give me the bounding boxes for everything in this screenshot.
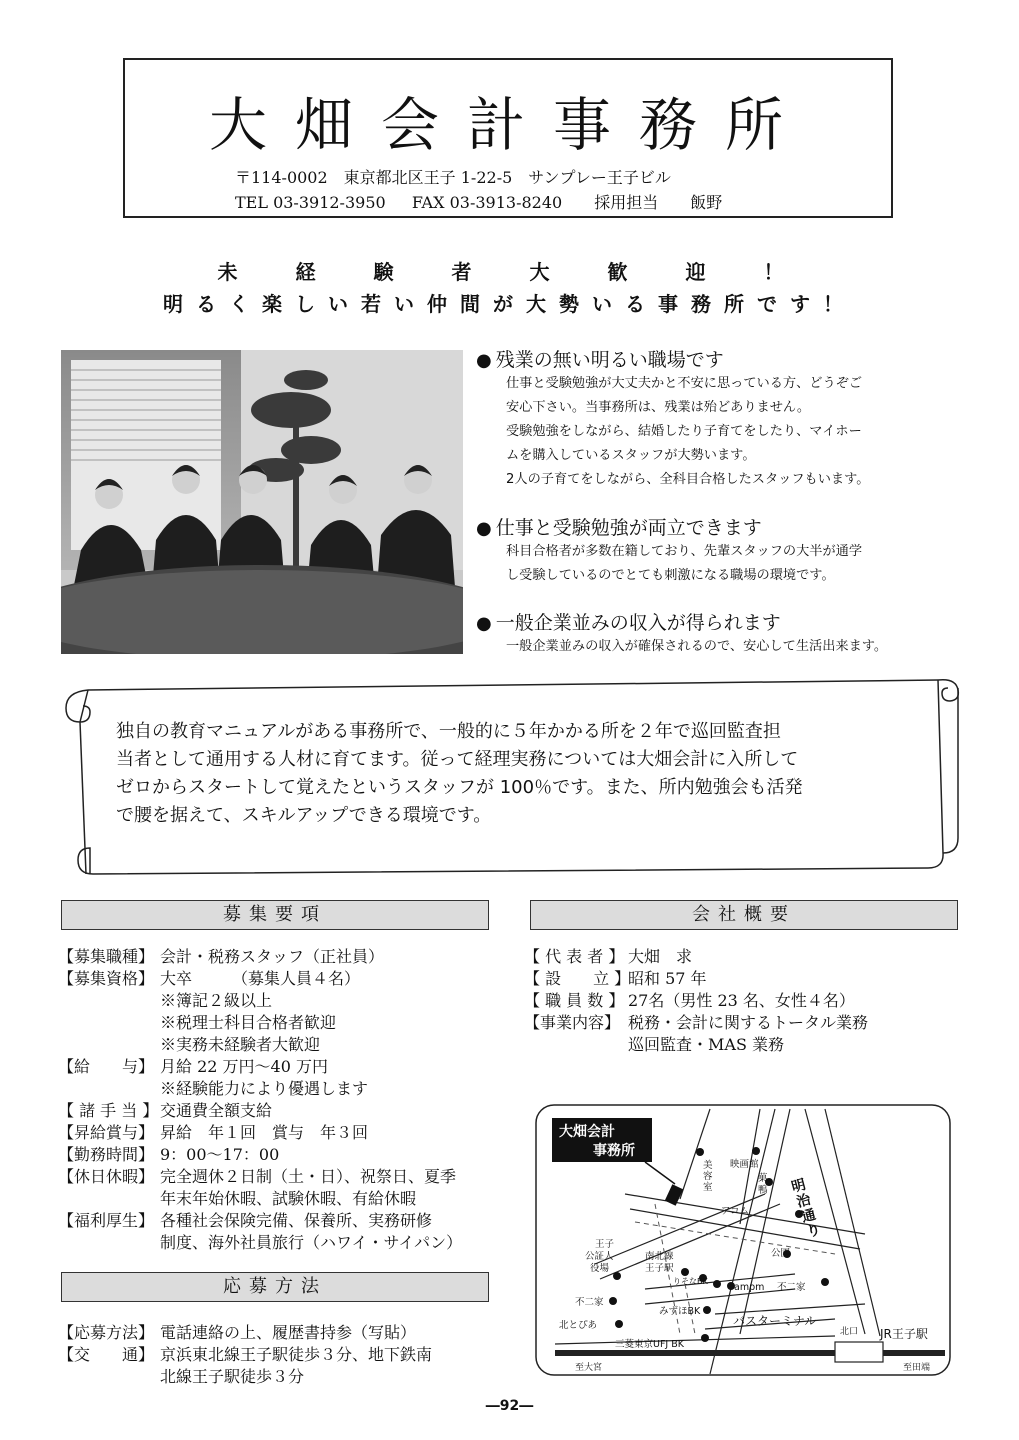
namboku-label-1: 南北線 — [645, 1251, 674, 1262]
recruit-row: 【募集資格】 大卒 （募集人員４名） — [58, 969, 361, 988]
recruit-row: ※税理士科目合格者歓迎 — [160, 1013, 337, 1032]
bus-terminal-label: バスターミナル — [733, 1314, 817, 1328]
recruit-row: 【福利厚生】 各種社会保険完備、保養所、実務研修 — [58, 1211, 433, 1230]
company-heading: 会社概要 — [530, 900, 958, 930]
office-label-2: 事務所 — [593, 1143, 635, 1159]
staff-photo — [61, 350, 463, 654]
ampm-label: ampm — [734, 1282, 765, 1293]
beauty-label-1: 美 — [703, 1160, 713, 1171]
notary-label-3: 役場 — [590, 1263, 610, 1274]
jr-oji-label: JR王子駅 — [880, 1327, 928, 1341]
meiji-label-3: 通 — [799, 1206, 818, 1226]
recruit-heading: 募集要項 — [61, 900, 489, 930]
feature-line: ムを購入しているスタッフが大勢います。 — [506, 448, 756, 463]
feature-line: し受験しているのでとても刺激になる職場の環境です。 — [506, 568, 835, 583]
firm-name: 大畑会計事務所 — [208, 91, 811, 159]
feature-line: 受験勉強をしながら、結婚したり子育てをしたり、マイホー — [506, 424, 862, 439]
scroll-line: 当者として通用する人材に育てます。従って経理実務については大畑会計に入所して — [116, 749, 799, 770]
header-box — [123, 58, 893, 218]
slogan-2: 明るく楽しい若い仲間が大勢いる事務所です！ — [163, 292, 856, 316]
feature-1 — [476, 345, 976, 492]
feature-line: 2人の子育てをしながら、全科目合格したスタッフもいます。 — [506, 472, 870, 487]
notary-label-1: 王子 — [595, 1239, 615, 1250]
feature-title: 仕事と受験勉強が両立できます — [495, 517, 762, 539]
railway-line — [555, 1350, 945, 1356]
bullet-icon: ● — [476, 613, 492, 634]
company-row: 【 代 表 者 】 大畑 求 — [524, 947, 693, 966]
recruit-row: 制度、海外社員旅行（ハワイ・サイパン） — [160, 1233, 463, 1252]
mizuho-label: みずほBK — [659, 1306, 701, 1317]
office-label-1: 大畑会計 — [559, 1124, 615, 1140]
company-row: 【 設 立 】昭和 57 年 — [524, 969, 707, 988]
mufj-label: 三菱東京UFJ BK — [615, 1339, 684, 1350]
feature-line: 一般企業並みの収入が確保されるので、安心して生活出来ます。 — [506, 639, 888, 654]
scroll-line: ゼロからスタートして覚えたというスタッフが 100％です。また、所内勉強会も活発 — [116, 777, 803, 798]
scroll-text — [116, 718, 916, 830]
feature-title: 残業の無い明るい職場です — [495, 349, 724, 371]
company-row: 巡回監査・MAS 業務 — [628, 1035, 784, 1054]
feature-line: 仕事と受験勉強が大丈夫かと不安に思っている方、どうぞご — [506, 376, 863, 391]
recruit-row: 【休日休暇】 完全週休２日制（土・日）、祝祭日、夏季 — [58, 1167, 457, 1186]
risona-label: りそなBK — [673, 1277, 708, 1286]
kitatobia-label: 北とぴあ — [559, 1320, 598, 1331]
park-label: 公園 — [771, 1248, 791, 1259]
fujiya-right-label: 不二家 — [777, 1282, 806, 1293]
address: 〒114-0002 東京都北区王子 1-22-5 サンプレー王子ビル — [235, 168, 671, 187]
recruit-row: 【給 与】 月給 22 万円～40 万円 — [58, 1057, 328, 1076]
to-tabata-label: 至田端 — [903, 1363, 931, 1373]
bullet-icon: ● — [476, 350, 492, 371]
sweets-label-2: 鴨 — [758, 1185, 768, 1196]
scroll-line: で腰を据えて、スキルアップできる環境です。 — [116, 805, 492, 826]
recruit-row: ※実務未経験者大歓迎 — [160, 1035, 321, 1054]
recruit-row: 年末年始休暇、試験休暇、有給休暇 — [160, 1189, 417, 1208]
feature-title: 一般企業並みの収入が得られます — [495, 612, 781, 634]
feature-2 — [476, 513, 976, 588]
acom-label: アコム — [721, 1206, 750, 1217]
jr-station-icon — [835, 1342, 883, 1362]
slogan-1: 未経験者大歓迎！ — [217, 260, 842, 284]
recruit-row: ※経験能力により優遇します — [160, 1079, 369, 1098]
page-number: ―92― — [485, 1398, 534, 1414]
meiji-label-4: り — [804, 1221, 823, 1241]
apply-row: 北線王子駅徒歩３分 — [160, 1367, 305, 1386]
feature-3 — [476, 608, 976, 659]
meiji-label-2: 治 — [794, 1191, 813, 1211]
notary-label-2: 公証人 — [585, 1251, 614, 1262]
recruit-row: 【 諸 手 当 】 交通費全額支給 — [58, 1101, 273, 1120]
apply-heading: 応募方法 — [61, 1272, 489, 1302]
feature-line: 安心下さい。当事務所は、残業は殆どありません。 — [506, 400, 811, 415]
recruit-row: 【昇給賞与】 昇給 年１回 賞与 年３回 — [58, 1123, 369, 1142]
kitaguchi-label: 北口 — [840, 1327, 859, 1337]
sweets-label-1: 菓 — [758, 1173, 768, 1184]
beauty-label-3: 室 — [703, 1182, 713, 1193]
fujiya-left-label: 不二家 — [575, 1297, 604, 1308]
recruit-row: ※簿記２級以上 — [160, 991, 273, 1010]
contact-info: TEL 03-3912-3950 FAX 03-3913-8240 採用担当 飯野 — [235, 193, 723, 212]
beauty-label-2: 容 — [703, 1171, 713, 1182]
recruit-row: 【募集職種】 会計・税務スタッフ（正社員） — [58, 947, 385, 966]
cinema-label: 映画館 — [730, 1159, 759, 1170]
namboku-label-2: 王子駅 — [645, 1263, 674, 1274]
meiji-label-1: 明 — [789, 1176, 808, 1196]
company-row: 【 職 員 数 】 27名（男性 23 名、女性４名） — [524, 991, 855, 1010]
to-omiya-label: 至大宮 — [575, 1363, 603, 1373]
scroll-line: 独自の教育マニュアルがある事務所で、一般的に５年かかる所を２年で巡回監査担 — [116, 721, 781, 742]
access-map — [535, 1104, 951, 1376]
apply-row: 【応募方法】 電話連絡の上、履歴書持参（写貼） — [58, 1323, 417, 1342]
bullet-icon: ● — [476, 518, 492, 539]
recruit-row: 【勤務時間】 9：00～17：00 — [58, 1145, 280, 1164]
feature-line: 科目合格者が多数在籍しており、先輩スタッフの大半が通学 — [506, 544, 863, 559]
apply-row: 【交 通】 京浜東北線王子駅徒歩３分、地下鉄南 — [58, 1345, 433, 1364]
company-row: 【事業内容】 税務・会計に関するトータル業務 — [524, 1013, 869, 1032]
